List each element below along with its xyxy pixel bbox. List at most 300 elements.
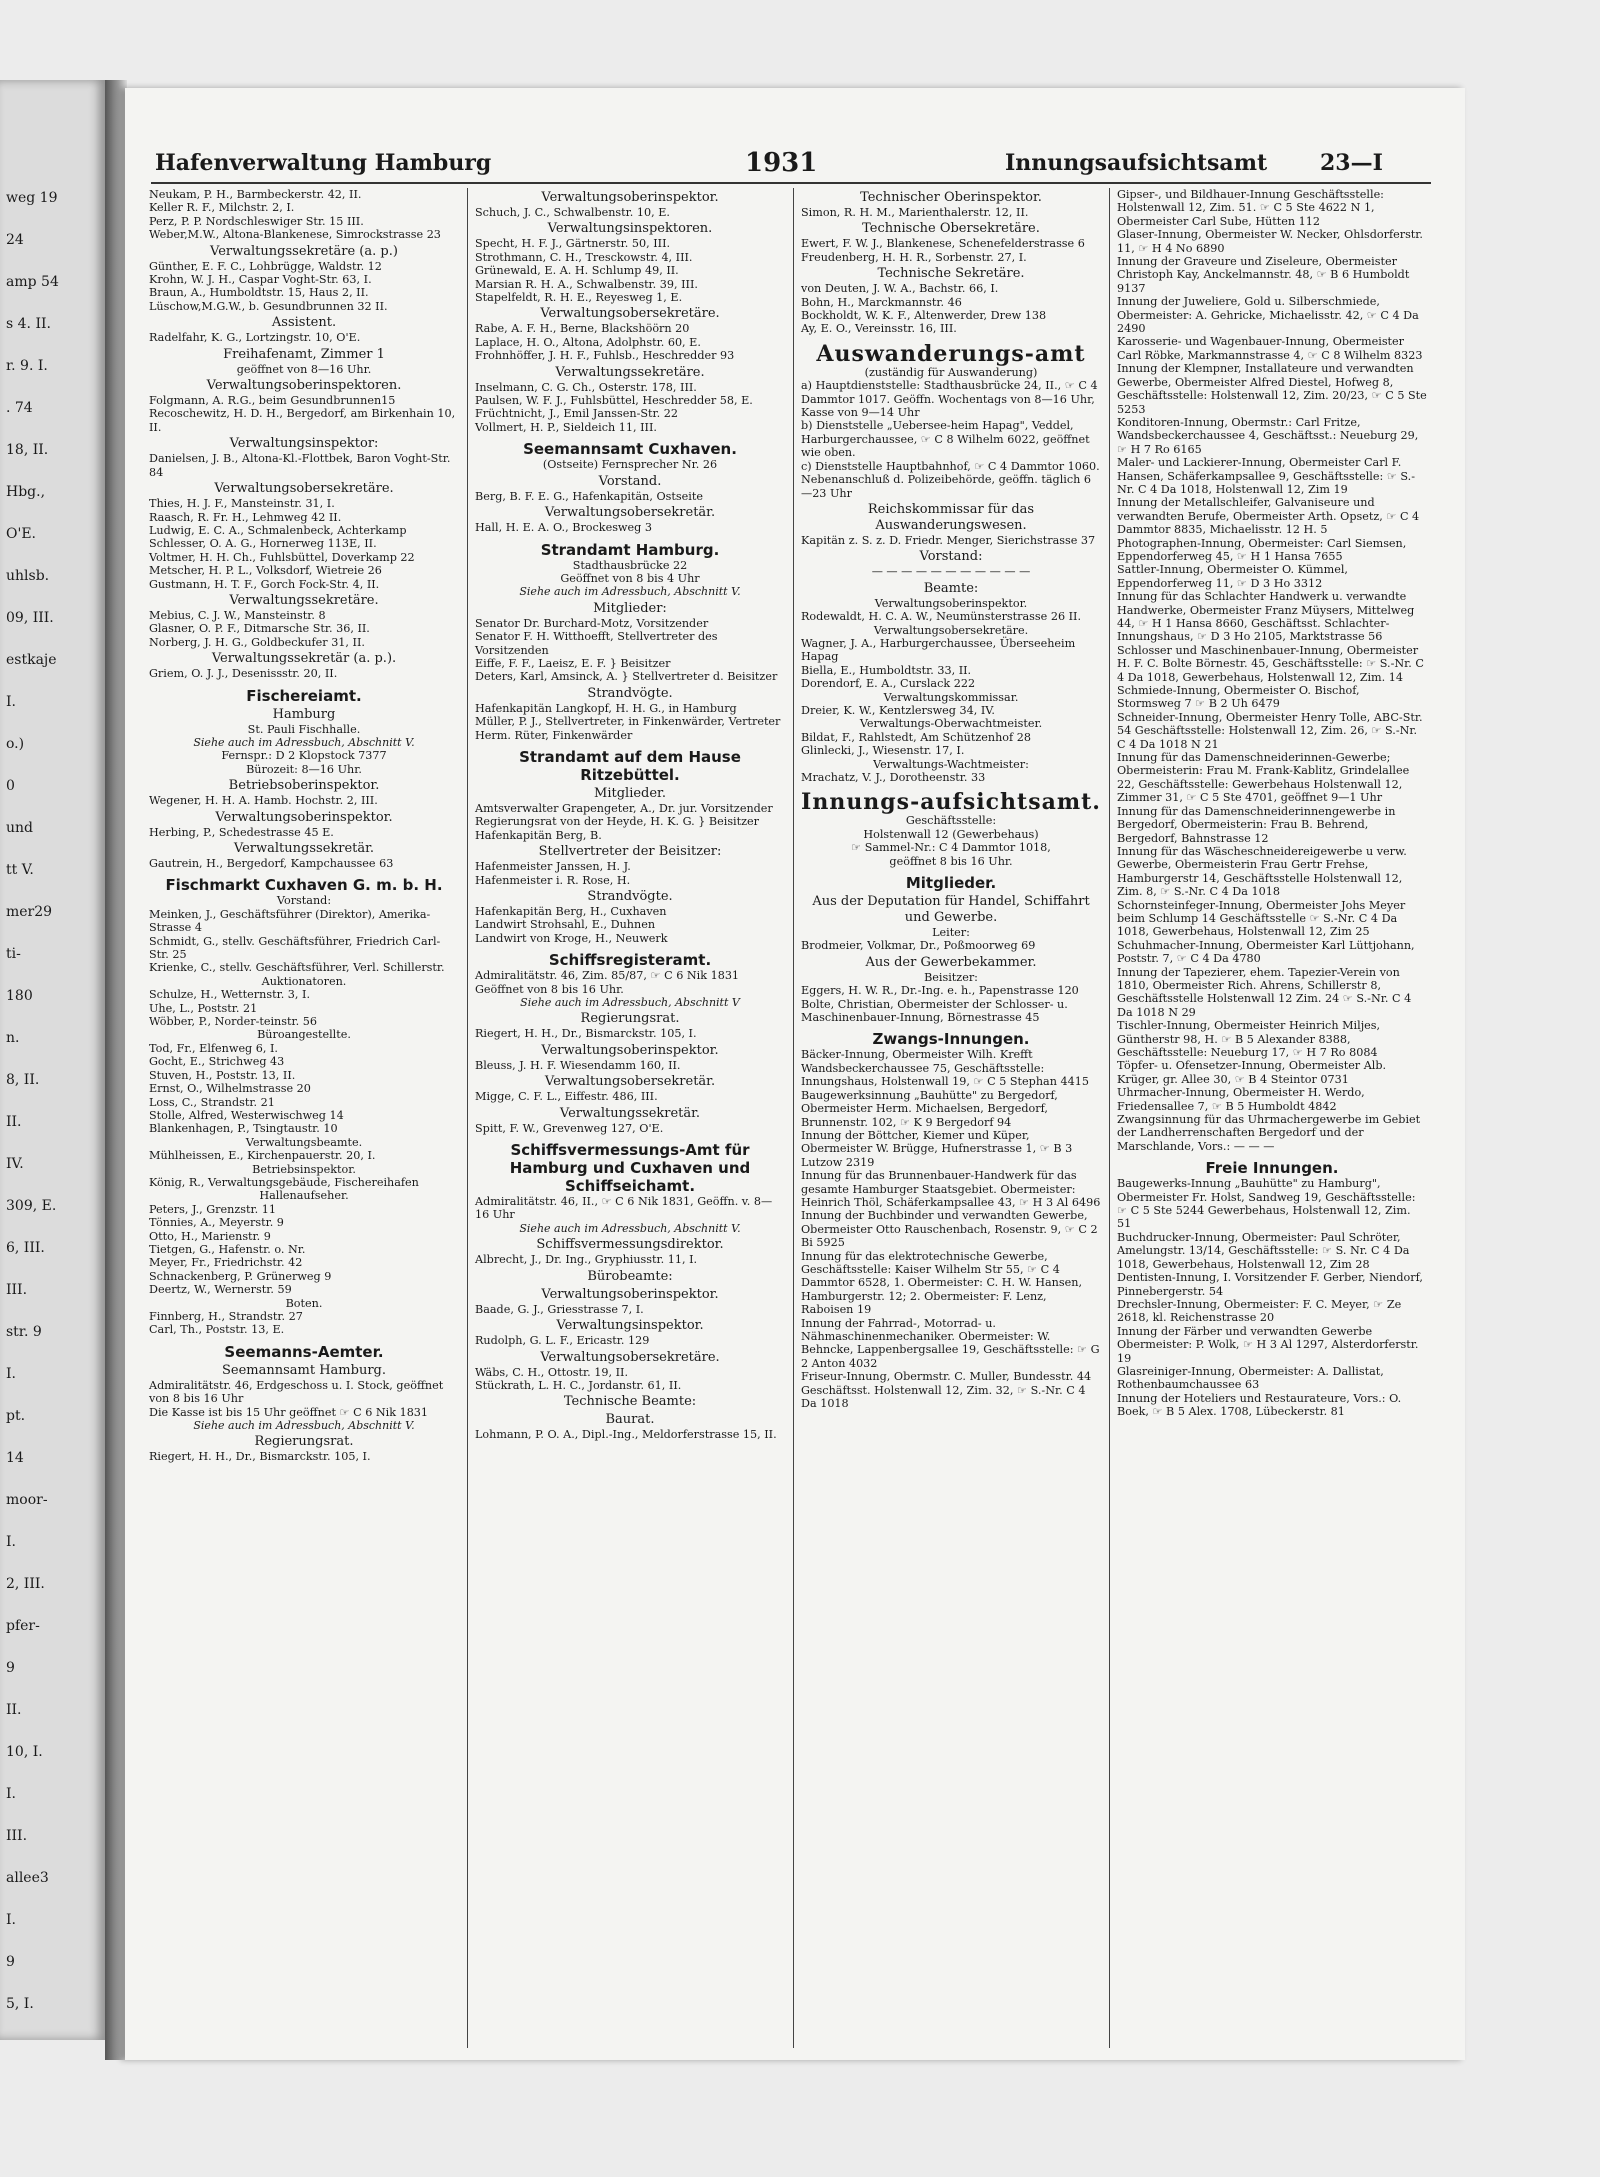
entry-line: Marsian R. H. A., Schwalbenstr. 39, III. (475, 277, 698, 291)
entry-line: Spitt, F. W., Grevenweg 127, O'E. (475, 1121, 664, 1135)
entry-line: Radelfahr, K. G., Lortzingstr. 10, O'E. (149, 331, 361, 345)
reference-note: Siehe auch im Adressbuch, Abschnitt V. (193, 1419, 415, 1433)
entry-line: Bäcker-Innung, Obermeister Wilh. Krefft Wandsbeckerchaussee 75, Geschäftsstelle: Innungshaus, Holstenwall 19, ☞ C 5 Stephan 4415 (801, 1048, 1089, 1089)
left-page-text: 18, II. (6, 442, 49, 458)
centered-line: Verwaltungsbeamte. (245, 1135, 363, 1149)
entry-line: Hall, H. E. A. O., Brockesweg 3 (475, 521, 652, 535)
section-heading: Verwaltungsinspektoren. (547, 221, 713, 237)
entry-line: Stolle, Alfred, Westerwischweg 14 (149, 1108, 344, 1122)
entry-line: Glaser-Innung, Obermeister W. Necker, Ohlsdorferstr. 11, ☞ H 4 No 6890 (1117, 228, 1423, 255)
entry-line: Uhrmacher-Innung, Obermeister H. Werdo, Friedensallee 7, ☞ B 5 Humboldt 4842 (1117, 1086, 1365, 1113)
entry-line: Dentisten-Innung, I. Vorsitzender F. Gerber, Niendorf, Pinnebergerstr. 54 (1117, 1271, 1423, 1298)
section-heading: Verwaltungsobersekretäre. (540, 306, 720, 322)
column-2 (475, 188, 785, 1442)
office-heading: Seemanns-Aemter. (224, 1342, 384, 1361)
left-page-text: IV. (6, 1156, 24, 1172)
left-page-text: O'E. (6, 526, 36, 542)
entry-line: Metscher, H. P. L., Volksdorf, Wietreie 26 (149, 564, 382, 578)
entry-line: Ewert, F. W. J., Blankenese, Schenefelderstrasse 6 (801, 237, 1085, 251)
centered-line: Verwaltungsobersekretäre. (873, 623, 1029, 637)
centered-line: ☞ Sammel-Nr.: C 4 Dammtor 1018, (851, 841, 1051, 855)
entry-line: Photographen-Innung, Obermeister: Carl Siemsen, Eppendorferweg 45, ☞ H 1 Hansa 7655 (1117, 536, 1407, 563)
entry-line: Mebius, C. J. W., Mansteinstr. 8 (149, 608, 326, 622)
section-heading: Verwaltungssekretäre. (229, 592, 379, 608)
left-page-text: pfer- (6, 1618, 40, 1634)
entry-line: Rodewaldt, H. C. A. W., Neumünsterstrasse 26 II. (801, 610, 1082, 624)
entry-line: Landwirt von Kroge, H., Neuwerk (475, 931, 668, 945)
entry-line: Wegener, H. H. A. Hamb. Hochstr. 2, III. (149, 794, 378, 808)
section-heading: Beamte: (923, 580, 979, 596)
entry-line: Mühlheissen, E., Kirchenpauerstr. 20, I. (149, 1149, 376, 1163)
left-page-text: allee3 (6, 1870, 49, 1886)
entry-line: Innung für das elektrotechnische Gewerbe, Geschäftsstelle: Kaiser Wilhelm Str 55, ☞ C 4 Dammtor 6528, 1. Obermeister: C. H. W. Hansen, Hamburgerstr. 12; 2. Obermeister: F. Lenz, Raboisen 19 (801, 1249, 1082, 1317)
entry-line: Schuch, J. C., Schwalbenstr. 10, E. (475, 206, 670, 219)
entry-line: Innung der Klempner, Installateure und verwandten Gewerbe, Obermeister Alfred Diestel, Hofweg 8, Geschäftsstelle: Holstenwall 12, Zim. 20/23, ☞ C 5 Ste 5253 (1117, 362, 1427, 416)
entry-line: Baugewerksinnung „Bauhütte" zu Bergedorf, Obermeister Herm. Michaelsen, Bergedorf, Brunnenstr. 102, ☞ K 9 Bergedorf 94 (801, 1088, 1058, 1129)
office-heading: Zwangs-Innungen. (872, 1030, 1030, 1049)
entry-line: Regierungsrat von der Heyde, H. K. G. } Beisitzer (475, 815, 759, 829)
entry-line: Albrecht, J., Dr. Ing., Gryphiusstr. 11, I. (475, 1253, 698, 1267)
section-heading: Regierungsrat. (254, 1434, 354, 1450)
entry-line: Die Kasse ist bis 15 Uhr geöffnet ☞ C 6 Nik 1831 (149, 1405, 429, 1419)
section-heading: Vorstand: (919, 549, 983, 565)
header-left-title: Hafenverwaltung Hamburg (155, 150, 492, 176)
entry-line: Bohn, H., Marckmannstr. 46 (801, 295, 962, 309)
section-heading: Verwaltungsinspektor. (556, 1318, 704, 1334)
centered-line: Verwaltungsoberinspektor. (874, 596, 1028, 610)
entry-line: Innung für das Wäscheschneidereigewerbe u verw. Gewerbe, Obermeisterin Frau Gertr Frehse, Hamburgerstr 14, Geschäftsstelle Holstenwall 12, Zim. 8, ☞ S.-Nr. C 4 Da 1018 (1117, 844, 1407, 899)
entry-line: Raasch, R. Fr. H., Lehmweg 42 II. (149, 510, 342, 524)
entry-line: Innung der Färber und verwandten Gewerbe Obermeister: P. Wolk, ☞ H 3 Al 1297, Alsterdorferstr. 19 (1117, 1324, 1419, 1365)
left-page-text: III. (6, 1828, 28, 1844)
office-heading: Strandamt Hamburg. (540, 540, 720, 559)
left-page-text: 09, III. (6, 610, 54, 626)
entry-line: c) Dienststelle Hauptbahnhof, ☞ C 4 Dammtor 1060. Nebenanschluß d. Polizeibehörde, geöffn. täglich 6—23 Uhr (801, 459, 1100, 500)
entry-line: Braun, A., Humboldtstr. 15, Haus 2, II. (149, 286, 369, 300)
entry-line: Eggers, H. W. R., Dr.-Ing. e. h., Papenstrasse 120 (801, 984, 1079, 998)
centered-line: Leiter: (932, 926, 970, 940)
left-page-text: und (6, 820, 33, 836)
entry-line: Drechsler-Innung, Obermeister: F. C. Meyer, ☞ Ze 2618, kl. Reichenstrasse 20 (1117, 1297, 1402, 1325)
entry-line: Innung der Böttcher, Kiemer und Küper, Obermeister W. Brügge, Hufnerstrasse 1, ☞ B 3 Lutzow 2319 (801, 1128, 1073, 1169)
large-heading: Auswanderungs-amt (816, 340, 1086, 367)
entry-line: Schneider-Innung, Obermeister Henry Tolle, ABC-Str. 54 Geschäftsstelle: Holstenwall 12, Zim. 26, ☞ S.-Nr. C 4 Da 1018 N 21 (1117, 710, 1423, 751)
entry-line: König, R., Verwaltungsgebäude, Fischereihafen (149, 1175, 419, 1189)
left-page-text: I. (6, 1366, 16, 1382)
entry-line: Brodmeier, Volkmar, Dr., Poßmoorweg 69 (801, 939, 1036, 953)
entry-line: Günther, E. F. C., Lohbrügge, Waldstr. 12 (149, 259, 382, 273)
entry-line: Ay, E. O., Vereinsstr. 16, III. (801, 322, 957, 336)
entry-line: Krohn, W. J. H., Caspar Voght-Str. 63, I. (149, 273, 372, 287)
left-page-text: 9 (6, 1660, 15, 1676)
entry-line: Glinlecki, J., Wiesenstr. 17, I. (801, 744, 965, 758)
left-page-text: estkaje (6, 652, 57, 668)
section-heading: Regierungsrat. (580, 1011, 680, 1027)
entry-line: Stückrath, L. H. C., Jordanstr. 61, II. (475, 1378, 682, 1392)
entry-line: Blankenhagen, P., Tsingtaustr. 10 (149, 1122, 338, 1136)
left-page-text: pt. (6, 1408, 26, 1424)
entry-line: Ernst, O., Wilhelmstrasse 20 (149, 1082, 311, 1096)
centered-line: Fernspr.: D 2 Klopstock 7377 (221, 749, 387, 763)
entry-line: Innung der Graveure und Ziseleure, Obermeister Christoph Kay, Anckelmannstr. 48, ☞ B 6 Humboldt 9137 (1117, 255, 1410, 295)
entry-line: Recoschewitz, H. D. H., Bergedorf, am Birkenhain 10, II. (149, 407, 456, 434)
section-heading: Hamburg (272, 706, 336, 722)
left-page-text: 8, II. (6, 1072, 40, 1088)
entry-line: Sattler-Innung, Obermeister O. Kümmel, Eppendorferweg 11, ☞ D 3 Ho 3312 (1117, 563, 1348, 590)
left-page-text: 180 (6, 988, 33, 1004)
left-page-text: 24 (6, 232, 24, 248)
entry-line: Admiralitätstr. 46, II., ☞ C 6 Nik 1831, Geöffn. v. 8—16 Uhr (475, 1195, 773, 1222)
entry-line: Berg, B. F. E. G., Hafenkapitän, Ostseite (475, 489, 703, 503)
entry-line: Hafenmeister Janssen, H. J. (475, 860, 631, 874)
left-page-text: I. (6, 694, 16, 710)
section-heading: Betriebsoberinspektor. (228, 778, 380, 794)
centered-line: Holstenwall 12 (Gewerbehaus) (863, 827, 1039, 841)
entry-line: Zwangsinnung für das Uhrmachergewerbe im Gebiet der Landherrenschaften Bergedorf und der Marschlande, Vors.: — — — (1117, 1113, 1421, 1153)
entry-line: Baugewerks-Innung „Bauhütte" zu Hamburg", Obermeister Fr. Holst, Sandweg 19, Geschäftsstelle: ☞ C 5 Ste 5244 Gewerbehaus, Holstenwall 12, Zim. 51 (1117, 1177, 1416, 1231)
entry-line: Hafenmeister i. R. Rose, H. (475, 873, 631, 887)
entry-line: Wäbs, C. H., Ottostr. 19, II. (475, 1365, 629, 1379)
section-heading: Technische Obersekretäre. (862, 221, 1040, 237)
entry-line: Eiffe, F. F., Laeisz, E. F. } Beisitzer (475, 656, 671, 670)
section-heading: Seemannsamt Hamburg. (222, 1362, 386, 1378)
section-heading: Strandvögte. (587, 685, 673, 701)
entry-line: Specht, H. F. J., Gärtnerstr. 50, III. (475, 237, 671, 251)
left-page-text: str. 9 (6, 1324, 42, 1340)
section-heading: Freihafenamt, Zimmer 1 (223, 346, 385, 362)
entry-line: Schmidt, G., stellv. Geschäftsführer, Friedrich Carl-Str. 25 (149, 934, 441, 962)
section-heading: Verwaltungsobersekretär. (544, 505, 716, 521)
left-page-text: I. (6, 1786, 16, 1802)
entry-line: Lohmann, P. O. A., Dipl.-Ing., Meldorferstrasse 15, II. (475, 1428, 777, 1442)
book-gutter (105, 80, 127, 2060)
column-divider (1109, 188, 1110, 2048)
entry-line: Karosserie- und Wagenbauer-Innung, Obermeister Carl Röbke, Markmannstrasse 4, ☞ C 8 Wilhelm 8323 (1117, 335, 1423, 362)
entry-line: Riegert, H. H., Dr., Bismarckstr. 105, I. (475, 1027, 697, 1041)
entry-line: Innung der Metallschleifer, Galvaniseure und verwandten Berufe, Obermeister Arth. Opsetz, ☞ C 4 Dammtor 8835, Michaelisstr. 12 H. 5 (1117, 496, 1420, 537)
centered-line: geöffnet 8 bis 16 Uhr. (889, 854, 1013, 868)
left-page-text: s 4. II. (6, 316, 51, 332)
centered-line: Bürozeit: 8—16 Uhr. (246, 762, 362, 776)
reference-note: Siehe auch im Adressbuch, Abschnitt V. (519, 585, 741, 599)
left-page-text: 0 (6, 778, 15, 794)
entry-line: Müller, P. J., Stellvertreter, in Finkenwärder, Vertreter Herm. Rüter, Finkenwärder (475, 715, 781, 742)
entry-line: Folgmann, A. R.G., beim Gesundbrunnen15 (149, 394, 396, 408)
section-heading: Verwaltungsoberinspektor. (215, 809, 393, 825)
entry-line: b) Dienststelle „Uebersee-heim Hapag", Veddel, Harburgerchaussee, ☞ C 8 Wilhelm 6022, geöffnet wie oben. (801, 419, 1090, 460)
entry-line: Migge, C. F. L., Eiffestr. 486, III. (475, 1090, 658, 1104)
entry-line: Bildat, F., Rahlstedt, Am Schützenhof 28 (801, 730, 1031, 744)
centered-line: Geöffnet von 8 bis 4 Uhr (560, 571, 700, 585)
entry-line: Innung für das Damenschneiderinnengewerbe in Bergedorf, Obermeisterin: Frau B. Behrend, Bergedorf, Bahnstrasse 12 (1117, 804, 1396, 845)
entry-line: Laplace, H. O., Altona, Adolphstr. 60, E. (475, 335, 701, 349)
entry-line: Frohnhöffer, J. H. F., Fuhlsb., Heschredder 93 (475, 349, 735, 363)
entry-line: Inselmann, C. G. Ch., Osterstr. 178, III. (475, 380, 697, 394)
office-heading: Schiffsvermessungs-Amt für Hamburg und Cuxhaven und Schiffseichamt. (509, 1141, 751, 1196)
left-page-text: 6, III. (6, 1240, 45, 1256)
left-page-text: uhlsb. (6, 568, 50, 584)
section-heading: Verwaltungsoberinspektor. (541, 1042, 719, 1058)
centered-line: Verwaltungs-Oberwachtmeister. (859, 717, 1043, 731)
left-page-text: 14 (6, 1450, 24, 1466)
centered-line: (zuständig für Auswanderung) (864, 365, 1038, 379)
reference-note: Siehe auch im Adressbuch, Abschnitt V. (193, 735, 415, 749)
column-divider (793, 188, 794, 2048)
entry-line: Finnberg, H., Strandstr. 27 (149, 1310, 303, 1323)
section-heading: Baurat. (605, 1412, 655, 1428)
entry-line: Schnackenberg, P. Grünerweg 9 (149, 1269, 332, 1283)
left-page-text: weg 19 (6, 190, 58, 206)
entry-line: Innung für das Brunnenbauer-Handwerk für das gesamte Hamburger Staatsgebiet. Obermeister: Heinrich Thöl, Schäferkampsallee 43, ☞ H 3 Al 6496 (801, 1169, 1101, 1209)
entry-line: Schuhmacher-Innung, Obermeister Karl Lüttjohann, Poststr. 7, ☞ C 4 Da 4780 (1117, 938, 1415, 966)
entry-line: Gocht, E., Strichweg 43 (149, 1055, 285, 1069)
large-heading: Innungs-aufsichtsamt. (801, 789, 1101, 816)
entry-line: Dorendorf, E. A., Curslack 222 (801, 677, 976, 691)
section-heading: Verwaltungsinspektor: (229, 436, 379, 452)
centered-line: Auktionatoren. (261, 974, 347, 988)
entry-line: Tod, Fr., Elfenweg 6, I. (149, 1041, 278, 1055)
centered-line: (Ostseite) Fernsprecher Nr. 26 (542, 458, 718, 472)
left-page-text: 309, E. (6, 1198, 57, 1214)
section-heading: Verwaltungsoberinspektor. (541, 1286, 719, 1302)
entry-line: Weber,M.W., Altona-Blankenese, Simrockstrasse 23 (149, 228, 441, 242)
left-page-text: amp 54 (6, 274, 59, 290)
entry-line: Stapelfeldt, R. H. E., Reyesweg 1, E. (475, 291, 683, 305)
section-heading: Strandvögte. (587, 889, 673, 904)
entry-line: Landwirt Strohsahl, E., Duhnen (475, 918, 656, 932)
entry-line: Admiralitätstr. 46, Erdgeschoss u. I. Stock, geöffnet von 8 bis 16 Uhr (149, 1378, 444, 1406)
centered-line: geöffnet von 8—16 Uhr. (236, 362, 372, 376)
entry-line: Bleuss, J. H. F. Wiesendamm 160, II. (475, 1058, 681, 1072)
entry-line: Admiralitätstr. 46, Zim. 85/87, ☞ C 6 Nik 1831 Geöffnet von 8 bis 16 Uhr. (475, 969, 740, 996)
left-page-text: moor- (6, 1492, 48, 1508)
section-heading: Verwaltungssekretär. (233, 841, 375, 856)
section-heading: Verwaltungssekretär (a. p.). (211, 651, 397, 667)
left-page-text: mer29 (6, 904, 53, 920)
section-heading: Bürobeamte: (587, 1268, 673, 1284)
entry-line: Senator Dr. Burchard-Motz, Vorsitzender (475, 616, 709, 630)
left-page-text: r. 9. I. (6, 358, 48, 374)
section-heading: Mitglieder: (593, 600, 667, 616)
section-heading: Reichskommissar für das Auswanderungswesen. (867, 501, 1035, 533)
office-heading: Schiffsregisteramt. (548, 951, 712, 970)
office-heading: Strandamt auf dem Hause Ritzebüttel. (519, 747, 741, 784)
page-header (155, 150, 1415, 184)
entry-line: Amtsverwalter Grapengeter, A., Dr. jur. Vorsitzender (475, 801, 773, 815)
section-heading: Mitglieder. (594, 785, 666, 801)
section-heading: Verwaltungsobersekretäre. (214, 481, 394, 497)
entry-line: Hafenkapitän Berg, H., Cuxhaven (475, 905, 667, 918)
entry-line: Schlosser und Maschinenbauer-Innung, Obermeister H. F. C. Bolte Börnestr. 45, Geschäftsstelle: ☞ S.-Nr. C 4 Da 1018, Gewerbehaus, Holstenwall 12, Zim. 14 (1117, 643, 1424, 684)
entry-line: Uhe, L., Poststr. 21 (149, 1001, 258, 1015)
entry-line: Glasreiniger-Innung, Obermeister: A. Dallistat, Rothenbaumchaussee 63 (1117, 1364, 1384, 1392)
section-heading: Verwaltungssekretär. (559, 1105, 701, 1121)
left-page-text: tt V. (6, 862, 34, 878)
office-heading: Fischmarkt Cuxhaven G. m. b. H. (165, 876, 443, 895)
entry-line: Mrachatz, V. J., Dorotheenstr. 33 (801, 771, 986, 784)
document-page (125, 88, 1465, 2060)
entry-line: Deertz, W., Wernerstr. 59 (149, 1283, 292, 1297)
centered-line: Verwaltungs-Wachtmeister: (873, 757, 1029, 771)
centered-line: Büroangestellte. (257, 1028, 351, 1042)
entry-line: Maler- und Lackierer-Innung, Obermeister Carl F. Hansen, Schäferkampsallee 9, Geschäftsstelle: ☞ S.-Nr. C 4 Da 1018, Holstenwall 12, Zim 19 (1117, 456, 1416, 496)
entry-line: Hafenkapitän Langkopf, H. H. G., in Hamburg (475, 701, 737, 715)
entry-line: Tischler-Innung, Obermeister Heinrich Miljes, Güntherstr 98, H. ☞ B 5 Alexander 8388, Geschäftsstelle: Neueburg 17, ☞ H 7 Ro 8084 (1117, 1019, 1381, 1059)
column-4 (1117, 188, 1427, 1419)
entry-line: Perz, P. P. Nordschleswiger Str. 15 III. (149, 214, 364, 228)
entry-line: a) Hauptdienststelle: Stadthausbrücke 24, II., ☞ C 4 Dammtor 1017. Geöffn. Wochentags von 8—16 Uhr, Kasse von 9—14 Uhr (801, 379, 1098, 420)
centered-line: Verwaltungskommissar. (883, 690, 1019, 704)
entry-line: Innung der Tapezierer, ehem. Tapezier-Verein von 1810, Obermeister Rich. Ahrens, Schillerstr 8, Geschäftsstelle Holstenwall 12 Zim. 24 ☞ S.-Nr. C 4 Da 1018 N 29 (1117, 965, 1412, 1019)
entry-line: Schmiede-Innung, Obermeister O. Bischof, Stormsweg 7 ☞ B 2 Uh 6479 (1117, 684, 1360, 711)
section-heading: Verwaltungsobersekretär. (544, 1074, 716, 1090)
section-heading: Stellvertreter der Beisitzer: (538, 844, 722, 860)
entry-line: Innung der Hoteliers und Restaurateure, Vors.: O. Boek, ☞ B 5 Alex. 1708, Lübeckerstr. 81 (1117, 1391, 1402, 1419)
entry-line: Wagner, J. A., Harburgerchaussee, Überseeheim Hapag (801, 636, 1076, 664)
entry-line: Lüschow,M.G.W., b. Gesundbrunnen 32 II. (149, 299, 388, 313)
column-3 (801, 188, 1101, 1410)
section-heading: Technische Sekretäre. (877, 266, 1025, 282)
entry-line: Bolte, Christian, Obermeister der Schlosser- u. Maschinenbauer-Innung, Börnestrasse 45 (801, 997, 1068, 1025)
entry-line: Danielsen, J. B., Altona-Kl.-Flottbek, Baron Voght-Str. 84 (149, 452, 451, 479)
left-page-text: . 74 (6, 400, 33, 416)
entry-line: Griem, O. J. J., Desenissstr. 20, II. (149, 667, 338, 681)
entry-line: Meyer, Fr., Friedrichstr. 42 (149, 1256, 303, 1270)
entry-line: Gustmann, H. T. F., Gorch Fock-Str. 4, II. (149, 577, 380, 591)
entry-line: Töpfer- u. Ofensetzer-Innung, Obermeister Alb. Krüger, gr. Allee 30, ☞ B 4 Steintor 0731 (1117, 1059, 1387, 1086)
centered-line: Geschäftsstelle: (905, 814, 997, 828)
header-rule (151, 182, 1431, 184)
entry-line: Vollmert, H. P., Sieldeich 11, III. (475, 420, 657, 434)
left-page-text: I. (6, 1534, 16, 1550)
entry-line: Loss, C., Strandstr. 21 (149, 1095, 275, 1109)
entry-line: Rabe, A. F. H., Berne, Blackshöörn 20 (475, 322, 690, 336)
left-page-text: o.) (6, 736, 25, 752)
office-heading: Seemannsamt Cuxhaven. (523, 440, 737, 459)
entry-line: Innung der Fahrrad-, Motorrad- u. Nähmaschinenmechaniker. Obermeister: W. Behncke, Lappenbergsallee 19, Geschäftsstelle: ☞ G 2 Anton 4032 (801, 1316, 1100, 1370)
entry-line: Deters, Karl, Amsinck, A. } Stellvertreter d. Beisitzer (475, 670, 778, 684)
entry-line: Schulze, H., Wetternstr. 3, I. (149, 988, 311, 1002)
entry-line: Innung der Buchbinder und verwandten Gewerbe, Obermeister Otto Rauschenbach, Rosenstr. 9, ☞ C 2 Bi 5925 (801, 1209, 1098, 1250)
left-page-text: ti- (6, 946, 21, 962)
centered-line: Stadthausbrücke 22 (572, 558, 688, 572)
office-heading: Fischereiamt. (246, 686, 362, 705)
section-heading: Verwaltungsoberinspektor. (541, 190, 719, 205)
centered-line: Hallenaufseher. (259, 1189, 349, 1203)
entry-line: Innung der Juweliere, Gold u. Silberschmiede, Obermeister: A. Gehricke, Michaelisstr. 42, ☞ C 4 Da 2490 (1117, 295, 1419, 336)
entry-line: Kapitän z. S. z. D. Friedr. Menger, Sierichstrasse 37 (801, 533, 1096, 547)
reference-note: Siehe auch im Adressbuch, Abschnitt V. (519, 1221, 741, 1235)
left-page-text: II. (6, 1702, 22, 1718)
centered-line: — — — — — — — — — — — (871, 565, 1031, 579)
entry-line: Keller R. F., Milchstr. 2, I. (149, 201, 295, 215)
centered-line: Betriebsinspektor. (252, 1162, 356, 1176)
entry-line: Voltmer, H. H. Ch., Fuhlsbüttel, Doverkamp 22 (149, 550, 415, 564)
entry-line: Neukam, P. H., Barmbeckerstr. 42, II. (149, 188, 362, 201)
section-heading: Verwaltungsoberinspektoren. (206, 378, 402, 394)
entry-line: Innung für das Damenschneiderinnen-Gewerbe; Obermeisterin: Frau M. Frank-Kablitz, Grindelallee 22, Geschäftsstelle: Gewerbehaus Holstenwall 12, Zimmer 31, ☞ C 5 Ste 4701, geöffnet 9—1 Uhr (1117, 751, 1410, 805)
section-heading: Schiffsvermessungsdirektor. (536, 1237, 724, 1253)
section-heading: Technische Beamte: (563, 1394, 697, 1410)
entry-line: Strothmann, C. H., Tresckowstr. 4, III. (475, 250, 693, 264)
entry-line: Biella, E., Humboldtstr. 33, II. (801, 663, 972, 677)
entry-line: Grünewald, E. A. H. Schlump 49, II. (475, 264, 679, 278)
entry-line: Meinken, J., Geschäftsführer (Direktor), Amerika-Strasse 4 (149, 907, 431, 935)
entry-line: Hafenkapitän Berg, B. (475, 828, 602, 842)
centered-line: St. Pauli Fischhalle. (247, 722, 361, 736)
header-year: 1931 (745, 148, 818, 178)
centered-line: Vorstand: (276, 894, 332, 908)
entry-line: Krienke, C., stellv. Geschäftsführer, Verl. Schillerstr. (149, 961, 445, 975)
entry-line: Ludwig, E. C. A., Schmalenbeck, Achterkamp (149, 523, 407, 537)
column-divider (467, 188, 468, 2048)
entry-line: Freudenberg, H. H. R., Sorbenstr. 27, I. (801, 250, 1027, 264)
entry-line: Tietgen, G., Hafenstr. o. Nr. (149, 1242, 306, 1256)
entry-line: Thies, H. J. F., Mansteinstr. 31, I. (149, 497, 335, 511)
entry-line: Früchtnicht, J., Emil Janssen-Str. 22 (475, 407, 678, 421)
left-page-text: II. (6, 1114, 22, 1130)
entry-line: Dreier, K. W., Kentzlersweg 34, IV. (801, 703, 995, 717)
entry-line: Rudolph, G. L. F., Ericastr. 129 (475, 1334, 650, 1348)
entry-line: Buchdrucker-Innung, Obermeister: Paul Schröter, Amelungstr. 13/14, Geschäftsstelle: ☞ S. Nr. C 4 Da 1018, Gewerbehaus, Holstenwall 12, Zim 28 (1117, 1230, 1410, 1271)
entry-line: Riegert, H. H., Dr., Bismarckstr. 105, I. (149, 1450, 371, 1464)
section-heading: Verwaltungssekretäre (a. p.) (210, 243, 398, 259)
left-page-text: 5, I. (6, 1996, 34, 2012)
column-1 (149, 188, 459, 1464)
entry-line: Norberg, J. H. G., Goldbeckufer 31, II. (149, 635, 365, 649)
section-heading: Assistent. (271, 315, 337, 331)
entry-line: Bockholdt, W. K. F., Altenwerder, Drew 138 (801, 309, 1047, 323)
section-heading: Aus der Deputation für Handel, Schiffahrt und Gewerbe. (812, 894, 1090, 926)
centered-line: Boten. (285, 1296, 323, 1310)
entry-line: Gautrein, H., Bergedorf, Kampchaussee 63 (149, 857, 394, 870)
section-heading: Vorstand. (598, 473, 662, 489)
section-heading: Verwaltungsobersekretäre. (540, 1349, 720, 1365)
entry-line: Peters, J., Grenzstr. 11 (149, 1202, 276, 1216)
header-right-title: Innungsaufsichtsamt (1005, 150, 1268, 176)
left-page-text: I. (6, 1912, 16, 1928)
section-heading: Verwaltungssekretäre. (555, 364, 705, 380)
entry-line: Otto, H., Marienstr. 9 (149, 1229, 271, 1243)
entry-line: Carl, Th., Poststr. 13, E. (149, 1323, 285, 1337)
entry-line: Stuven, H., Poststr. 13, II. (149, 1068, 296, 1082)
entry-line: Simon, R. H. M., Marienthalerstr. 12, II. (801, 206, 1029, 219)
office-heading: Freie Innungen. (1205, 1159, 1339, 1178)
office-heading: Mitglieder. (905, 874, 997, 893)
left-page-text: Hbg., (6, 484, 46, 500)
entry-line: Paulsen, W. F. J., Fuhlsbüttel, Heschredder 58, E. (475, 394, 753, 408)
entry-line: von Deuten, J. W. A., Bachstr. 66, I. (801, 282, 999, 296)
left-page-text: n. (6, 1030, 20, 1046)
left-page-text: III. (6, 1282, 28, 1298)
page-number: 23—I (1320, 150, 1383, 176)
entry-line: Gipser-, und Bildhauer-Innung Geschäftsstelle: Holstenwall 12, Zim. 51. ☞ C 5 Ste 4622 N 1, Obermeister Carl Sube, Hütten 112 (1117, 188, 1384, 228)
entry-line: Wöbber, P., Norder-teinstr. 56 (149, 1015, 317, 1029)
left-page-fragment (0, 80, 105, 2040)
entry-line: Konditoren-Innung, Obermstr.: Carl Fritze, Wandsbeckerchaussee 4, Geschäftsst.: Neueburg 29, ☞ H 7 Ro 6165 (1117, 415, 1419, 456)
entry-line: Friseur-Innung, Obermstr. C. Muller, Bundesstr. 44 Geschäftsst. Holstenwall 12, Zim. 32, ☞ S.-Nr. C 4 Da 1018 (801, 1370, 1092, 1411)
left-page-text: 9 (6, 1954, 15, 1970)
entry-line: Senator F. H. Witthoefft, Stellvertreter des Vorsitzenden (475, 630, 718, 657)
entry-line: Tönnies, A., Meyerstr. 9 (149, 1216, 284, 1230)
entry-line: Schlesser, O. A. G., Hornerweg 113E, II. (149, 537, 377, 551)
entry-line: Schornsteinfeger-Innung, Obermeister Johs Meyer beim Schlump 14 Geschäftsstelle ☞ S.-Nr. C 4 Da 1018, Gewerbehaus, Holstenwall 12, Zim 25 (1117, 898, 1406, 939)
reference-note: Siehe auch im Adressbuch, Abschnitt V (520, 996, 740, 1010)
section-heading: Technischer Oberinspektor. (860, 190, 1042, 205)
centered-line: Beisitzer: (924, 970, 978, 984)
entry-line: Baade, G. J., Griesstrasse 7, I. (475, 1302, 644, 1316)
left-page-text: 2, III. (6, 1576, 45, 1592)
